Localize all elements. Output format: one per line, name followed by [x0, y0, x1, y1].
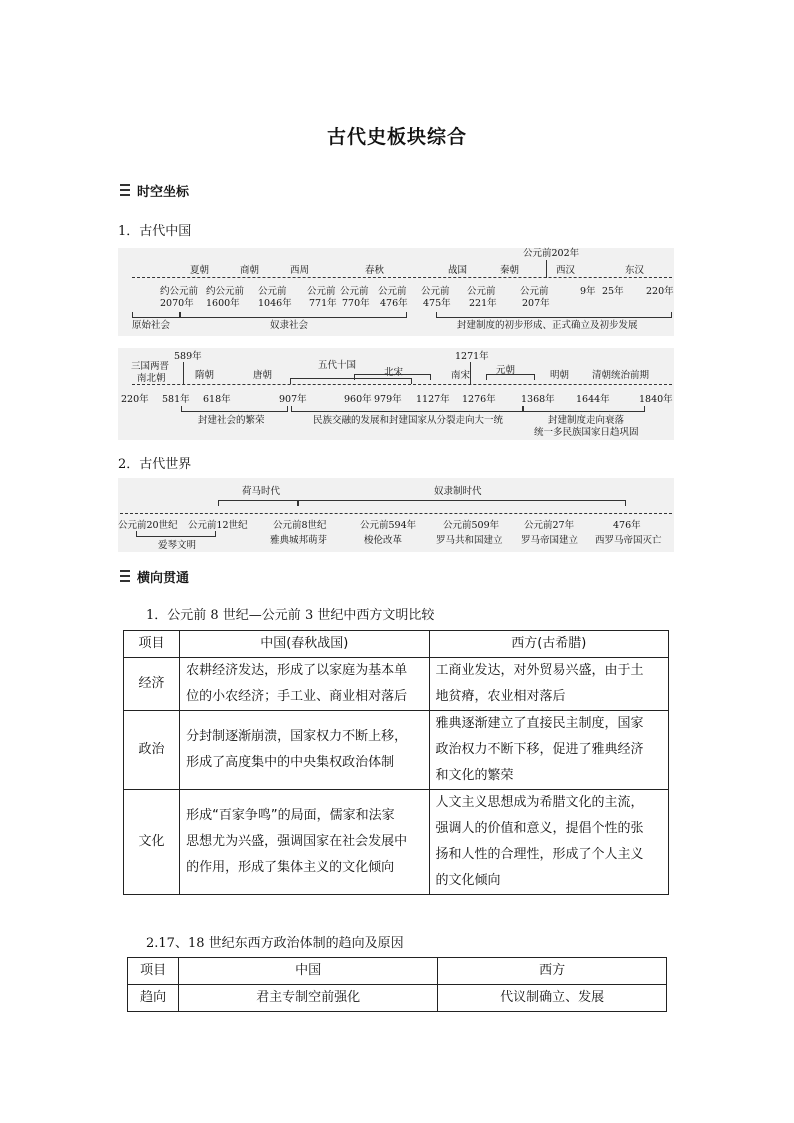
tl1-dynasty: 秦朝: [500, 265, 520, 276]
world-date: 公元前20世纪: [118, 520, 178, 531]
tl2-period: 封建制度走向衰落: [548, 415, 625, 426]
west-cell: [429, 658, 668, 711]
table-row: [124, 790, 669, 895]
table-header-cell: 项目: [128, 958, 179, 985]
tl1-dynasty: 西汉: [556, 265, 576, 276]
tl1-date: 公元前: [307, 286, 336, 297]
tl2-dynasty: 隋朝: [195, 370, 215, 381]
list-icon: [118, 183, 132, 197]
comparison-table-1: [123, 630, 669, 895]
tl1-dynasty: 商朝: [240, 265, 260, 276]
world-date: 公元前8世纪: [273, 520, 327, 531]
west-cell: [429, 790, 668, 895]
cell-line: 工商业发达，对外贸易兴盛，由于土: [435, 663, 644, 678]
table-header-cell: 西方: [438, 958, 667, 985]
subheading-ancient-world: 2．古代世界: [118, 457, 192, 472]
tl1-year: 220年: [646, 286, 674, 297]
tl1-top-label: 公元前202年: [523, 248, 580, 259]
world-date: 公元前12世纪: [188, 520, 248, 531]
subheading-ancient-china: 1．古代中国: [118, 224, 192, 239]
cell-line: 人文主义思想成为希腊文化的主流，: [435, 795, 644, 810]
tl2-bracket: [486, 374, 535, 380]
china-cell: [180, 711, 429, 790]
cell-line: 分封制逐渐崩溃，国家权力不断上移，: [186, 729, 408, 744]
tl1-period: 原始社会: [132, 320, 171, 331]
tl1-bracket: [436, 312, 672, 318]
tl1-year: 221年: [469, 298, 497, 309]
tl2-dynasty: 南宋: [451, 370, 471, 381]
world-bracket: [136, 531, 216, 537]
cell-line: 强调人的价值和意义，提倡个性的张: [435, 821, 644, 836]
tl2-top-label: 1271年: [455, 351, 489, 362]
cell-line: 地贫瘠，农业相对落后: [435, 689, 566, 704]
tl1-date: 公元前: [520, 286, 549, 297]
tl1-bracket: [180, 312, 407, 318]
tl1-year: 770年: [342, 298, 370, 309]
tl2-dynasty: 北宋: [384, 367, 404, 378]
tl2-date: 581年: [162, 394, 190, 405]
section-heading-horizontal: [118, 568, 189, 584]
tl2-dynasty: 五代十国: [318, 360, 357, 371]
tl1-year: 1600年: [206, 298, 240, 309]
tl1-year: 475年: [423, 298, 451, 309]
tl1-date: 公元前: [340, 286, 369, 297]
tl2-date: 1644年: [576, 394, 610, 405]
table-header-row: [128, 958, 667, 985]
tl1-date: 约公元前: [160, 286, 199, 297]
china-cell: 君主专制空前强化: [179, 985, 438, 1012]
tl2-dynasty: 明朝: [550, 370, 570, 381]
table-header-cell: 中国: [179, 958, 438, 985]
tl1-year: 25年: [602, 286, 624, 297]
tl1-date: 约公元前: [206, 286, 245, 297]
tl1-dynasty: 西周: [290, 265, 310, 276]
tl2-arrow: [470, 362, 471, 385]
section-heading-spacetime: [118, 182, 189, 198]
row-item: 文化: [124, 790, 180, 895]
world-date: 476年: [613, 520, 641, 531]
table2-caption: 2.17、18 世纪东西方政治体制的趋向及原因: [146, 936, 404, 951]
row-item: 政治: [124, 711, 180, 790]
tl2-date: 1127年: [416, 394, 450, 405]
tl2-dynasty: 三国两晋: [131, 361, 170, 372]
table1-caption: 1．公元前 8 世纪—公元前 3 世纪中西方文明比较: [146, 608, 435, 623]
west-cell: [429, 711, 668, 790]
tl1-year: 207年: [522, 298, 550, 309]
tl2-bracket: [181, 406, 288, 412]
world-date: 公元前594年: [360, 520, 417, 531]
table-header-cell: 西方(古希腊): [429, 631, 668, 658]
tl1-axis: [132, 277, 672, 278]
tl2-date: 907年: [279, 394, 307, 405]
tl1-year: 476年: [380, 298, 408, 309]
tl1-dynasty: 夏朝: [190, 265, 210, 276]
table-row: [124, 711, 669, 790]
tl1-year: 1046年: [258, 298, 292, 309]
section-heading-text: 横向贯通: [137, 570, 190, 586]
world-date: 公元前27年: [524, 520, 575, 531]
tl2-date: 220年: [121, 394, 149, 405]
tl2-period: 统一多民族国家日趋巩固: [534, 427, 639, 438]
tl2-date: 960年: [344, 394, 372, 405]
tl2-dynasty: 唐朝: [253, 370, 273, 381]
cell-line: 农耕经济发达，形成了以家庭为基本单: [186, 663, 408, 678]
world-era: 荷马时代: [242, 486, 281, 497]
tl2-date: 1276年: [462, 394, 496, 405]
world-event: 雅典城邦萌芽: [270, 535, 328, 546]
tl2-top-label: 589年: [174, 351, 202, 362]
list-icon: [118, 569, 132, 583]
cell-line: 政治权力不断下移，促进了雅典经济: [435, 742, 644, 757]
tl1-period: 封建制度的初步形成、正式确立及初步发展: [457, 320, 638, 331]
world-event: 梭伦改革: [364, 535, 403, 546]
table-row: [124, 658, 669, 711]
tl1-year: 9年: [580, 286, 596, 297]
cell-line: 的作用，形成了集体主义的文化倾向: [186, 860, 395, 875]
cell-line: 形成了高度集中的中央集权政治体制: [186, 755, 395, 770]
tl2-date: 1368年: [521, 394, 555, 405]
world-bracket: [218, 500, 298, 506]
world-event: 西罗马帝国灭亡: [595, 535, 662, 546]
world-event: 爱琴文明: [158, 540, 197, 551]
tl1-year: 2070年: [160, 298, 194, 309]
comparison-table-2: [127, 957, 667, 1012]
cell-line: 扬和人性的合理性，形成了个人主义: [435, 847, 644, 862]
cell-line: 雅典逐渐建立了直接民主制度，国家: [435, 716, 644, 731]
tl1-dynasty: 东汉: [625, 265, 645, 276]
west-cell: 代议制确立、发展: [438, 985, 667, 1012]
cell-line: 形成“百家争鸣”的局面，儒家和法家: [186, 808, 395, 823]
section-heading-text: 时空坐标: [137, 184, 190, 200]
tl2-date: 618年: [203, 394, 231, 405]
world-axis: [120, 513, 672, 514]
world-event: 罗马共和国建立: [436, 535, 503, 546]
world-bracket: [298, 500, 626, 506]
cell-line: 和文化的繁荣: [435, 768, 514, 783]
tl2-arrow: [183, 362, 184, 385]
tl1-date: 公元前: [378, 286, 407, 297]
page-title: 古代史板块综合: [326, 126, 467, 148]
table-header-cell: 中国(春秋战国): [180, 631, 429, 658]
tl2-bracket: [354, 374, 431, 380]
world-era: 奴隶制时代: [434, 486, 482, 497]
tl2-axis: [132, 384, 672, 385]
table-header-cell: 项目: [124, 631, 180, 658]
row-item: 经济: [124, 658, 180, 711]
table-header-row: [124, 631, 669, 658]
tl2-dynasty: 清朝统治前期: [592, 370, 650, 381]
tl1-date: 公元前: [258, 286, 287, 297]
cell-line: 思想尤为兴盛，强调国家在社会发展中: [186, 834, 408, 849]
world-event: 罗马帝国建立: [521, 535, 579, 546]
tl2-period: 封建社会的繁荣: [198, 415, 265, 426]
tl2-dynasty: 元朝: [496, 365, 516, 376]
tl2-dynasty: 南北朝: [137, 373, 166, 384]
tl1-dynasty: 春秋: [365, 265, 385, 276]
tl1-arrow: [546, 260, 547, 278]
cell-line: 位的小农经济；手工业、商业相对落后: [186, 689, 408, 704]
tl1-bracket: [132, 312, 180, 318]
china-cell: [180, 658, 429, 711]
table-row: [128, 985, 667, 1012]
tl1-date: 公元前: [421, 286, 450, 297]
world-date: 公元前509年: [443, 520, 500, 531]
tl1-period: 奴隶社会: [270, 320, 309, 331]
tl2-bracket: [523, 406, 645, 412]
tl2-date: 1840年: [639, 394, 673, 405]
tl1-date: 公元前: [467, 286, 496, 297]
tl1-year: 771年: [309, 298, 337, 309]
cell-line: 的文化倾向: [435, 873, 501, 888]
tl2-date: 979年: [374, 394, 402, 405]
tl1-dynasty: 战国: [448, 265, 468, 276]
row-item: 趋向: [128, 985, 179, 1012]
tl2-bracket: [291, 406, 523, 412]
china-cell: [180, 790, 429, 895]
tl2-period: 民族交融的发展和封建国家从分裂走向大一统: [313, 415, 504, 426]
